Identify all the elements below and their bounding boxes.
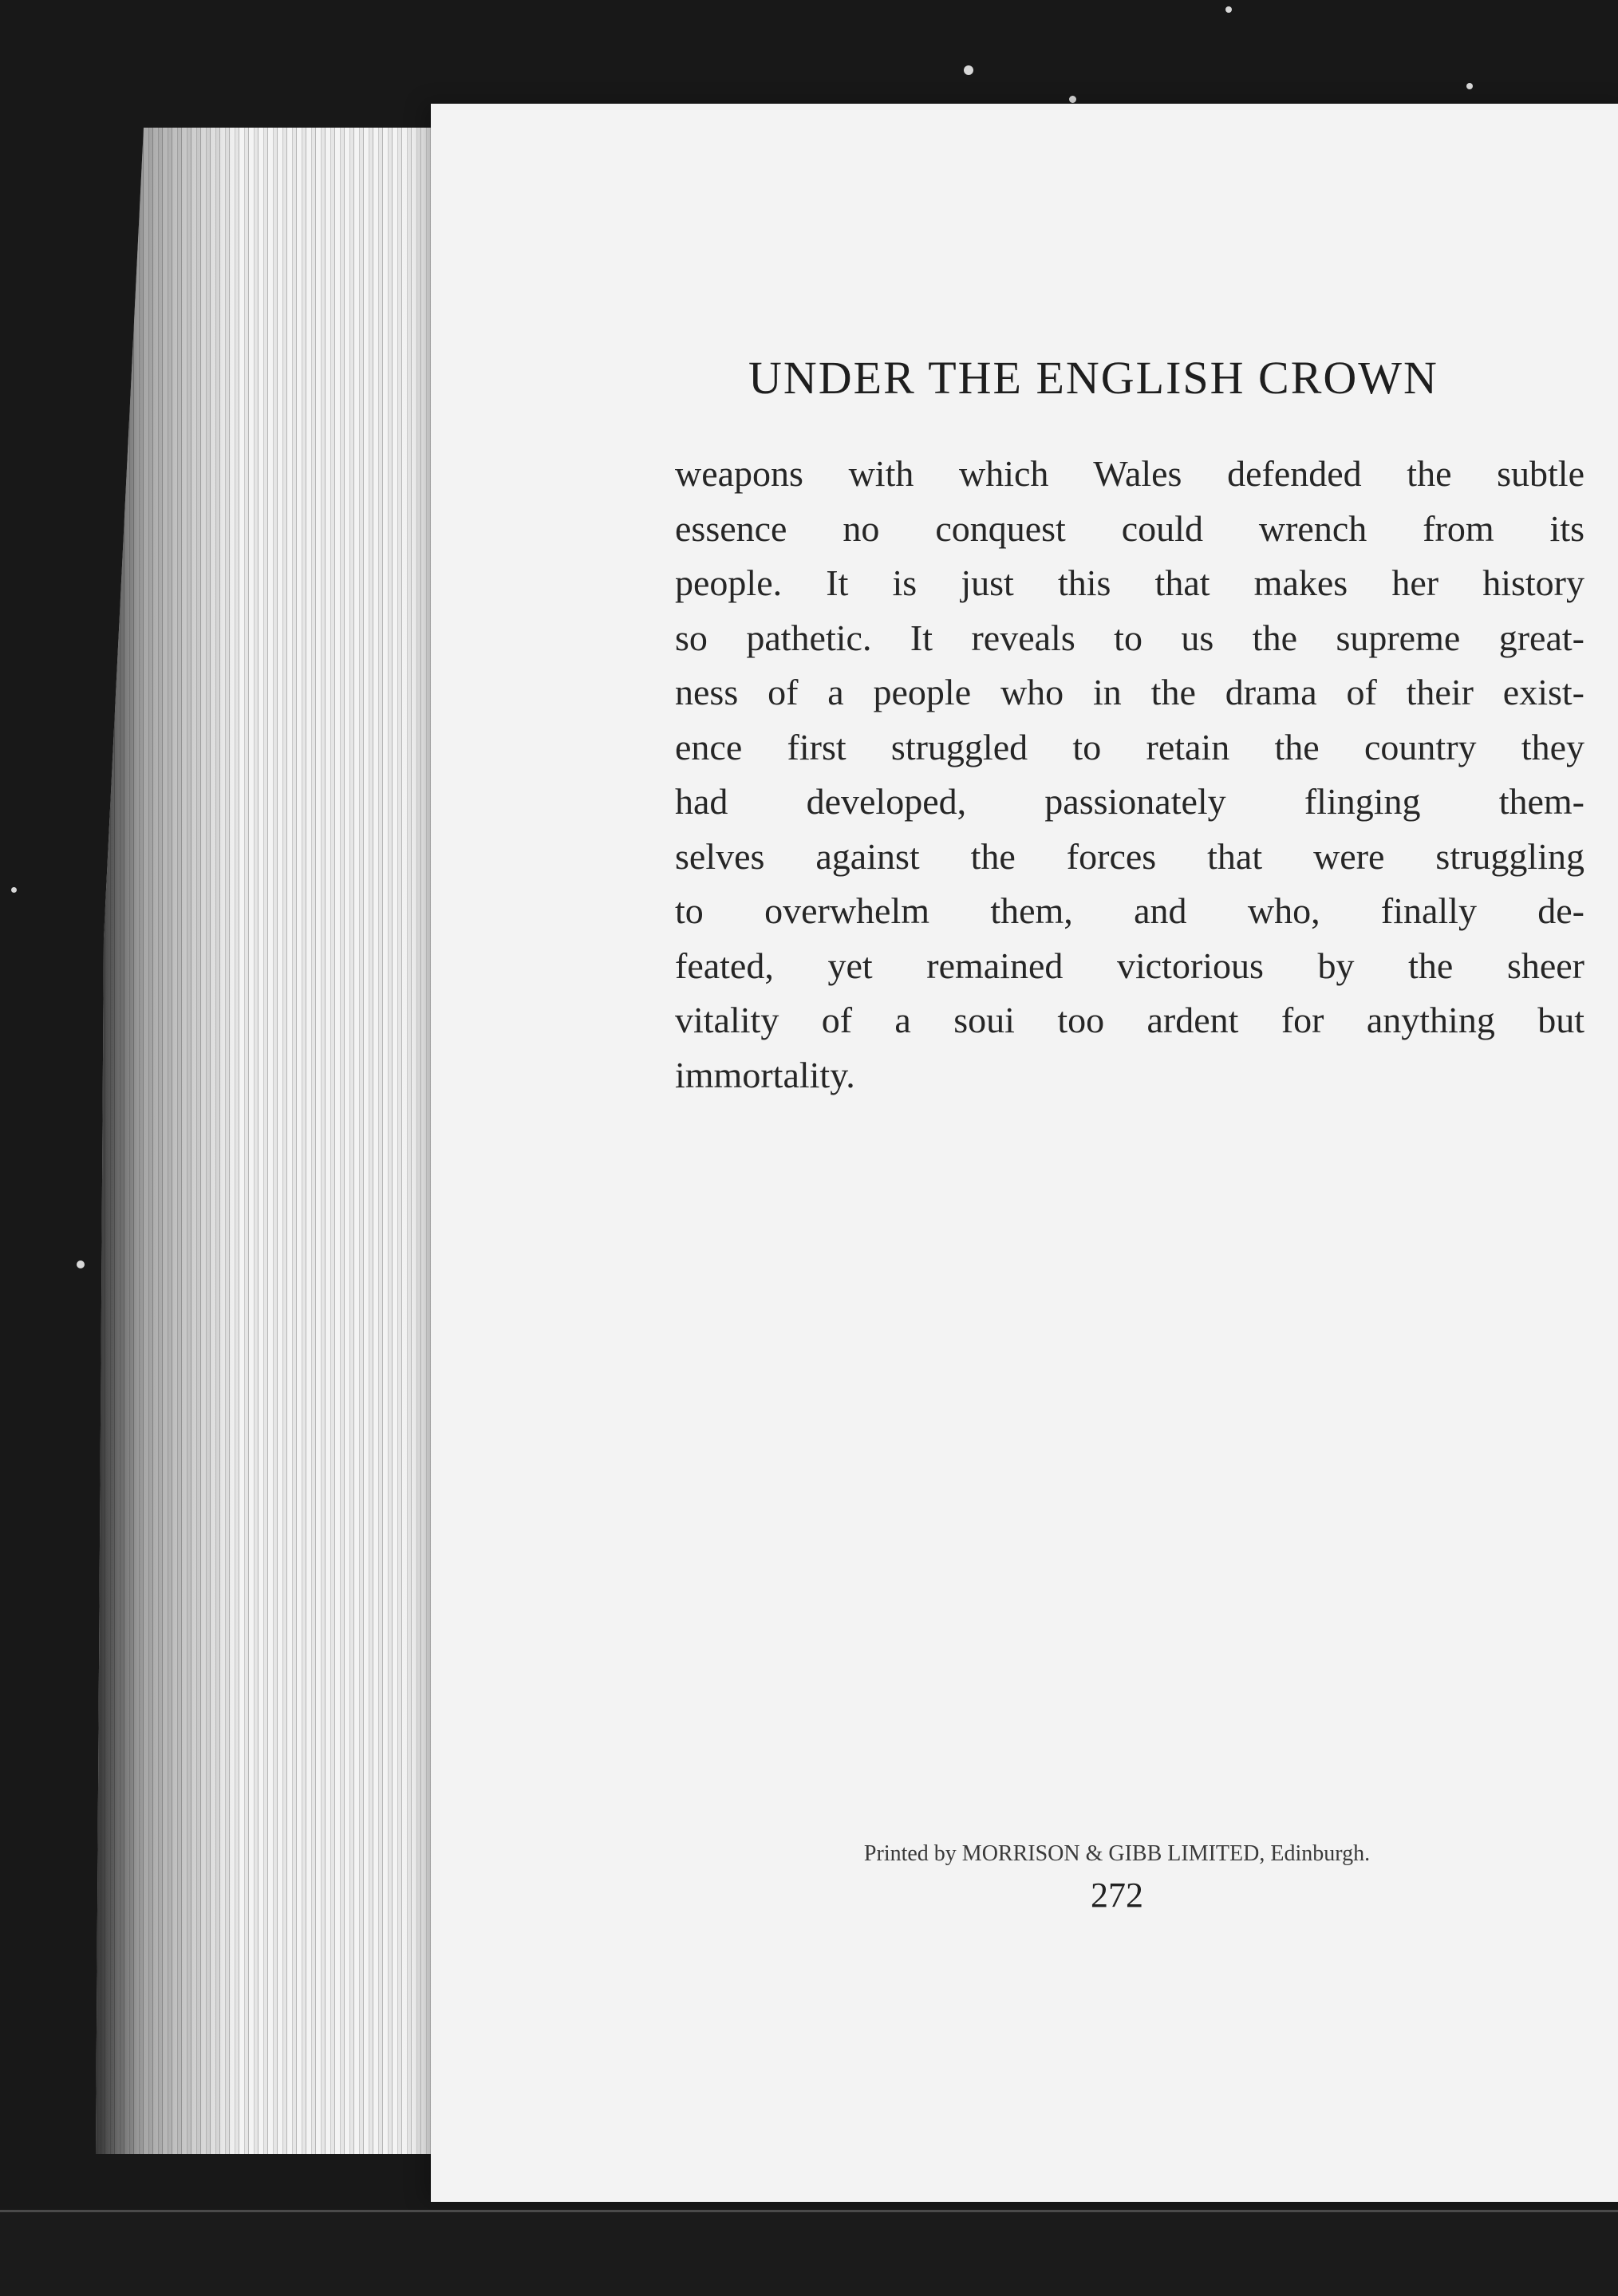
- text-line: people. It is just this that makes her history: [675, 562, 1584, 603]
- printer-imprint: Printed by MORRISON & GIBB LIMITED, Edinburgh.: [863, 1841, 1371, 1866]
- text-line: feated, yet remained victorious by the sheer: [675, 945, 1584, 986]
- dust-speck: [11, 887, 17, 893]
- text-line: weapons with which Wales defended the subtle: [675, 453, 1584, 494]
- page-edge-shading: [96, 128, 463, 2154]
- running-head: UNDER THE ENGLISH CROWN: [748, 352, 1438, 404]
- page-number: 272: [1091, 1876, 1143, 1915]
- dust-speck: [1069, 96, 1076, 103]
- text-line: so pathetic. It reveals to us the supreme great-: [675, 617, 1584, 658]
- dust-speck: [1466, 83, 1473, 89]
- dust-speck: [77, 1260, 85, 1268]
- text-line: had developed, passionately flinging them-: [675, 781, 1584, 822]
- dust-speck: [964, 65, 973, 75]
- scan-bottom-margin: [0, 2210, 1618, 2296]
- text-line: selves against the forces that were struggling: [675, 835, 1584, 877]
- text-line: ness of a people who in the drama of their exist-: [675, 672, 1584, 712]
- dust-speck: [1225, 6, 1232, 13]
- text-line: immortality.: [675, 1054, 855, 1095]
- text-line: essence no conquest could wrench from its: [675, 507, 1584, 549]
- text-line: to overwhelm them, and who, finally de-: [675, 890, 1584, 931]
- text-line: vitality of a soui too ardent for anything but: [675, 1000, 1584, 1040]
- text-line: ence first struggled to retain the country they: [675, 726, 1584, 767]
- body-paragraph: [675, 447, 1584, 1103]
- book-page: [431, 104, 1618, 2202]
